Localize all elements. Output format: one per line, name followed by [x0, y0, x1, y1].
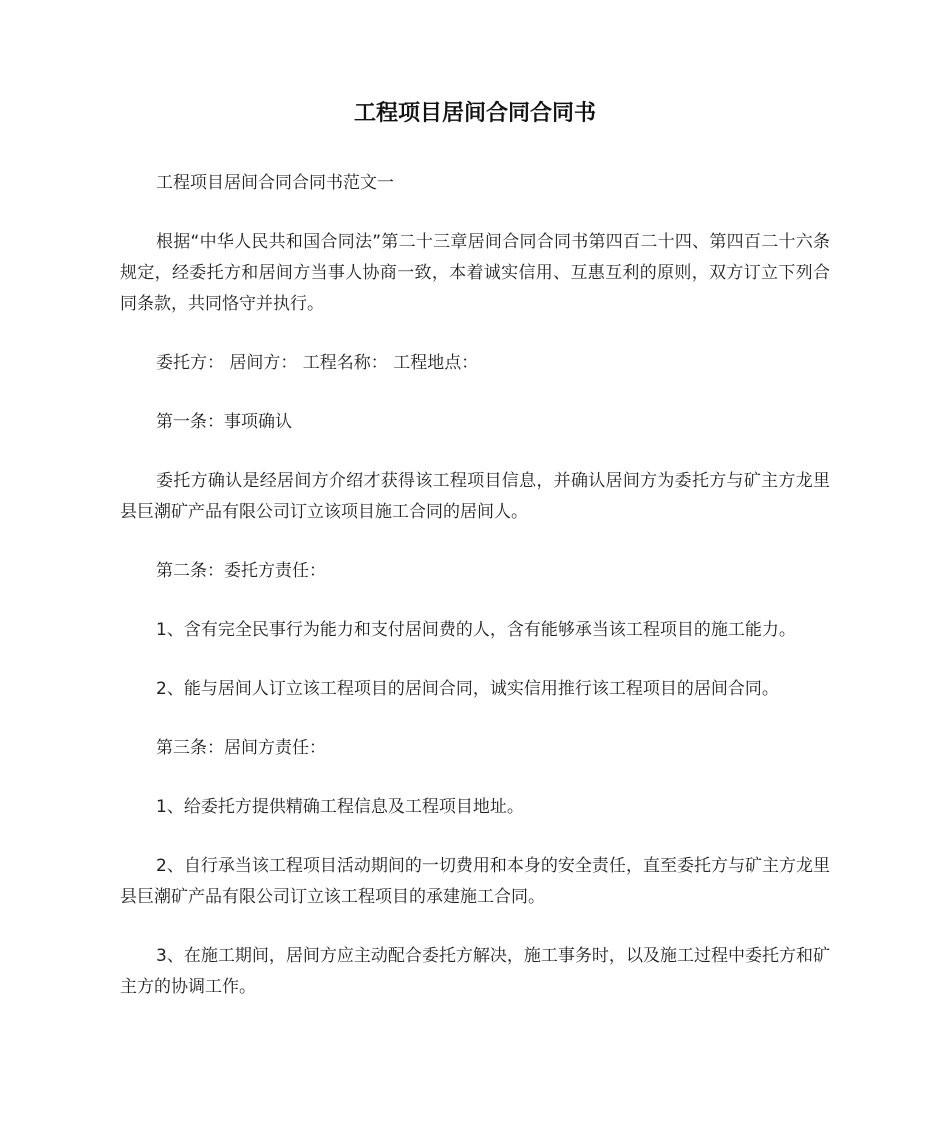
article-2-item-1: 1、含有完全民事行为能力和支付居间费的人，含有能够承当该工程项目的施工能力。 [156, 620, 796, 640]
paragraph-preamble: 根据“中华人民共和国合同法”第二十三章居间合同合同书第四百二十四、第四百二十六条规定，经委托方和居间方当事人协商一致，本着诚实信用、互惠互利的原则，双方订立下列合同条款，共同恪守并执行。 [120, 232, 830, 314]
article-3-heading: 第三条：居间方责任： [156, 738, 326, 758]
article-2-heading: 第二条：委托方责任： [156, 561, 326, 581]
article-1-text: 委托方确认是经居间方介绍才获得该工程项目信息，并确认居间方为委托方与矿主方龙里县巨潮矿产品有限公司订立该项目施工合同的居间人。 [120, 471, 830, 522]
article-1-heading: 第一条：事项确认 [156, 412, 292, 432]
article-3-item-2: 2、自行承当该工程项目活动期间的一切费用和本身的安全责任，直至委托方与矿主方龙里县巨潮矿产品有限公司订立该工程项目的承建施工合同。 [120, 856, 830, 907]
article-3-item-3: 3、在施工期间，居间方应主动配合委托方解决，施工事务时，以及施工过程中委托方和矿主方的协调工作。 [120, 946, 830, 997]
paragraph-parties: 委托方： 居间方： 工程名称： 工程地点： [156, 353, 479, 373]
article-3-item-1: 1、给委托方提供精确工程信息及工程项目地址。 [156, 797, 524, 817]
document-body [120, 168, 830, 1031]
paragraph-subtitle: 工程项目居间合同合同书范文一 [156, 173, 394, 193]
document-title: 工程项目居间合同合同书 [353, 101, 596, 126]
article-2-item-2: 2、能与居间人订立该工程项目的居间合同，诚实信用推行该工程项目的居间合同。 [156, 679, 779, 699]
